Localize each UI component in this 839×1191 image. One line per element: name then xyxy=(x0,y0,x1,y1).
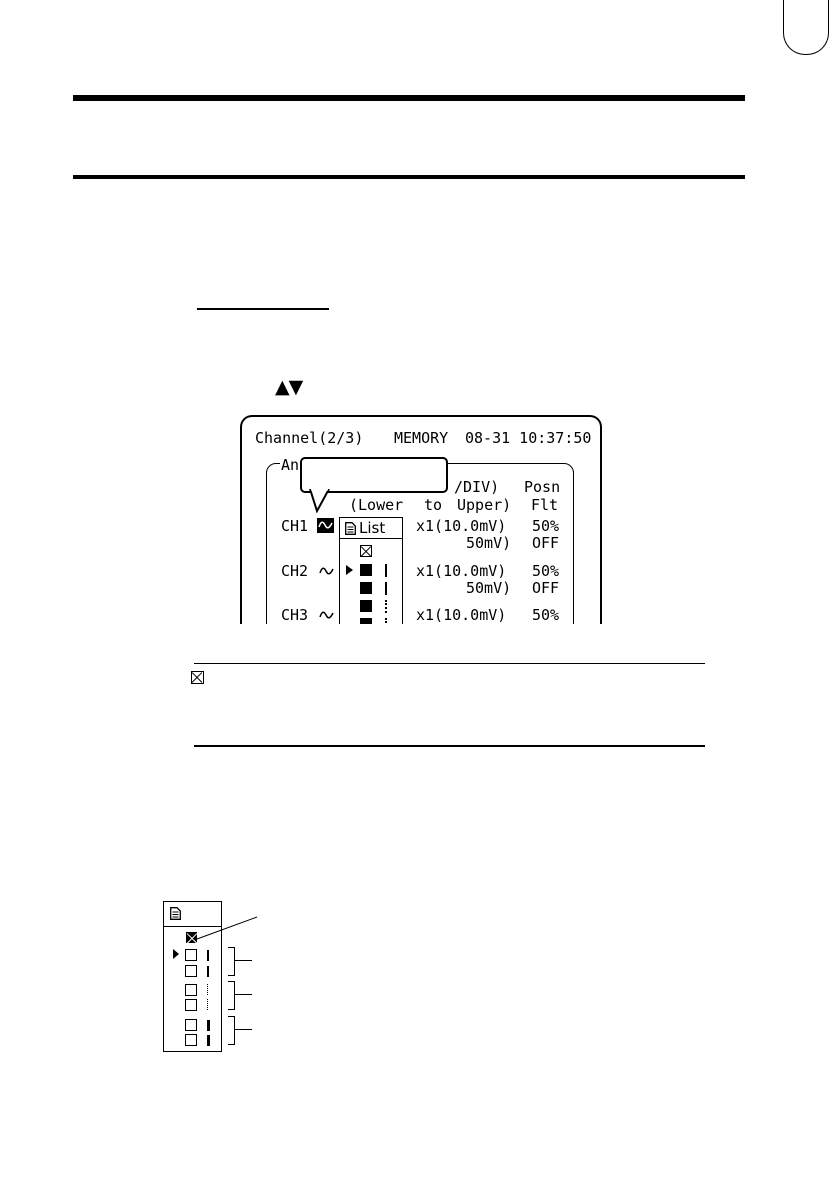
ch3-div: x1(10.0mV) xyxy=(416,606,507,624)
ch1-upper: 50mV) xyxy=(466,534,512,552)
sine-wave-icon[interactable] xyxy=(317,518,334,533)
bracket-dotted-lines xyxy=(228,981,235,1010)
header-rule-bottom xyxy=(73,175,745,179)
thick-line-sample xyxy=(207,1035,210,1046)
color-swatch xyxy=(185,949,197,961)
col-posn-header: Posn xyxy=(524,478,561,496)
thick-line-sample xyxy=(207,1020,210,1031)
display-color-list[interactable] xyxy=(339,517,403,624)
col-div-header: /DIV) xyxy=(454,478,500,496)
bracket-leader xyxy=(235,1029,252,1030)
no-display-crossed-box-icon[interactable] xyxy=(360,545,372,557)
solid-line-sample xyxy=(207,966,209,977)
note-rule-bottom xyxy=(194,745,705,747)
list-document-icon xyxy=(345,522,356,535)
color-swatch xyxy=(185,1034,197,1046)
ch2-upper: 50mV) xyxy=(466,579,512,597)
screen-title: Channel(2/3) xyxy=(255,429,364,447)
up-down-arrow-keys-icon: ▲▼ xyxy=(275,376,303,398)
ch2-div: x1(10.0mV) xyxy=(416,562,507,580)
color-swatch[interactable] xyxy=(360,582,372,594)
bracket-leader xyxy=(235,960,252,961)
list-header xyxy=(340,518,402,539)
solid-line-sample xyxy=(207,950,209,961)
ch1-posn: 50% xyxy=(532,517,560,535)
ch1-filt: OFF xyxy=(532,534,560,552)
device-screen xyxy=(240,415,602,624)
callout-pointer xyxy=(307,489,337,515)
color-swatch xyxy=(185,984,197,996)
ch3-label: CH3 xyxy=(281,606,309,624)
screen-mode: MEMORY xyxy=(394,429,449,447)
sine-wave-icon[interactable] xyxy=(318,608,335,624)
note-rule-top xyxy=(194,663,705,664)
list-label: List xyxy=(359,519,386,537)
bracket-solid-lines xyxy=(228,947,235,976)
ch2-filt: OFF xyxy=(532,579,560,597)
dotted-line-sample xyxy=(207,999,208,1010)
ch1-label: CH1 xyxy=(281,517,309,535)
dotted-line-sample xyxy=(385,600,387,613)
color-swatch[interactable] xyxy=(360,618,372,624)
list-document-icon xyxy=(170,907,181,920)
ch1-div: x1(10.0mV) xyxy=(416,517,507,535)
selection-cursor-icon xyxy=(346,565,353,575)
dotted-line-sample xyxy=(207,984,208,995)
ch2-label: CH2 xyxy=(281,562,309,580)
help-callout xyxy=(300,457,448,493)
crossed-box-icon xyxy=(191,671,204,684)
legend-leader-line xyxy=(195,913,265,943)
screen-datetime: 08-31 10:37:50 xyxy=(465,429,592,447)
col-filt-header: Flt xyxy=(531,496,559,514)
solid-line-sample xyxy=(385,564,387,577)
col-lower-header: (Lower xyxy=(349,496,404,514)
dotted-line-sample xyxy=(385,618,387,624)
selection-cursor-icon xyxy=(173,949,179,959)
color-swatch xyxy=(185,1019,197,1031)
ch3-posn: 50% xyxy=(532,606,560,624)
bracket-thick-lines xyxy=(228,1016,235,1045)
solid-line-sample xyxy=(385,582,387,595)
section-underline xyxy=(197,308,329,310)
group-label: An xyxy=(281,456,300,474)
color-swatch xyxy=(185,999,197,1011)
ch2-posn: 50% xyxy=(532,562,560,580)
bracket-leader xyxy=(235,994,252,995)
header-rule-top xyxy=(73,95,745,101)
sine-wave-icon[interactable] xyxy=(318,564,335,583)
page-tab-marker xyxy=(783,0,829,55)
col-to-header: to xyxy=(424,496,443,514)
col-upper-header: Upper) xyxy=(457,496,512,514)
color-swatch[interactable] xyxy=(360,600,372,612)
color-swatch[interactable] xyxy=(360,564,372,576)
color-swatch xyxy=(185,965,197,977)
